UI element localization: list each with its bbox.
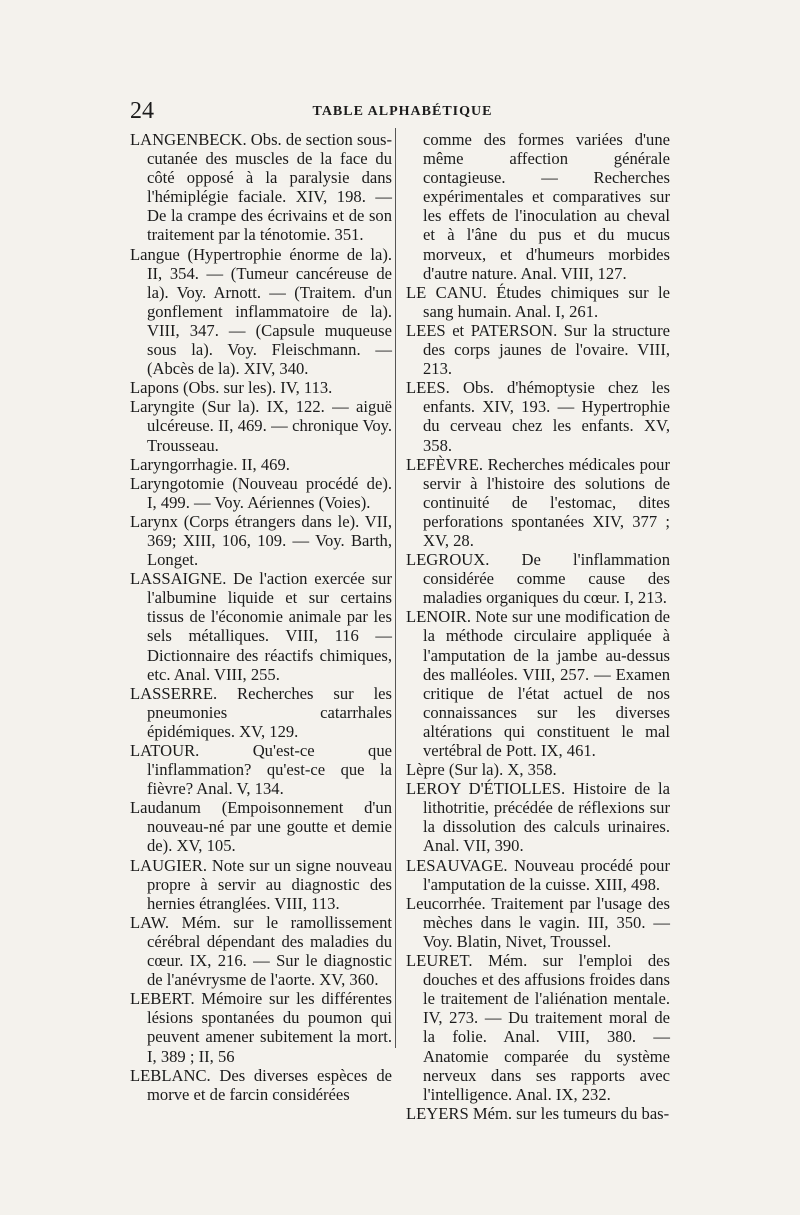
index-entry: Laudanum (Empoisonnement d'un nouveau-né par une goutte et demie de). XV, 105. (130, 798, 392, 856)
index-entry: Laryngotomie (Nouveau procédé de). I, 499. — Voy. Aériennes (Voies). (130, 473, 392, 512)
index-entry: Leucorrhée. Traitement par l'usage des mèches dans le vagin. III, 350. — Voy. Blatin, Nivet, Troussel. (406, 893, 670, 951)
index-entry: LEBERT. Mémoire sur les différentes lésions spontanées du poumon qui peuvent amener subitement la mort. I, 389 ; II, 56 (130, 989, 392, 1066)
index-entry: LEURET. Mém. sur l'emploi des douches et des affusions froides dans le traitement de l'aliénation mentale. IV, 273. — Du traitement moral de la folie. Anal. VIII, 380. — Anatomie comparée du système nerveux dans ses rapports avec l'intelligence. Anal. IX, 232. (406, 951, 670, 1104)
index-entry: LASSERRE. Recherches sur les pneumonies catarrhales épidémiques. XV, 129. (130, 683, 392, 741)
running-title: TABLE ALPHABÉTIQUE (312, 104, 493, 119)
index-entry: LANGENBECK. Obs. de section sous-cutanée des muscles de la face du côté opposé à la paralysie dans l'hémiplégie faciale. XIV, 198. — De la crampe des écrivains et de son traitement par la ténotomie. 351. (130, 130, 392, 245)
index-entry: LEBLANC. Des diverses espèces de morve et de farcin considérées (130, 1065, 392, 1104)
index-entry: LEROY D'ÉTIOLLES. Histoire de la lithotritie, précédée de réflexions sur la dissolution des calculs urinaires. Anal. VII, 390. (406, 779, 670, 856)
index-entry: LE CANU. Études chimiques sur le sang humain. Anal. I, 261. (406, 282, 670, 321)
index-entry-continued: comme des formes variées d'une même affection générale contagieuse. — Recherches expérimentales et comparatives sur les effets de l'inoculation au cheval et à l'âne du pus et du mucus morveux, et d'humeurs morbides d'autre nature. Anal. VIII, 127. (423, 130, 670, 283)
index-entry: Larynx (Corps étrangers dans le). VII, 369; XIII, 106, 109. — Voy. Barth, Longet. (130, 511, 392, 570)
index-entry: Laryngorrhagie. II, 469. (130, 454, 290, 474)
index-entry: LESAUVAGE. Nouveau procédé pour l'amputation de la cuisse. XIII, 498. (406, 855, 670, 894)
left-column (130, 130, 392, 1104)
page-header (130, 98, 675, 128)
right-column (406, 130, 670, 1123)
column-divider (395, 128, 396, 1048)
index-entry: LEYERS Mém. sur les tumeurs du bas- (406, 1103, 670, 1123)
index-entry: LAW. Mém. sur le ramollissement cérébral dépendant des maladies du cœur. IX, 216. — Sur le diagnostic de l'anévrysme de l'aorte. XV, 360. (130, 912, 392, 990)
index-entry: LATOUR. Qu'est-ce que l'inflammation? qu'est-ce que la fièvre? Anal. V, 134. (130, 741, 392, 799)
index-entry: LAUGIER. Note sur un signe nouveau propre à servir au diagnostic des hernies étranglées. VIII, 113. (130, 855, 392, 913)
index-entry: Langue (Hypertrophie énorme de la). II, 354. — (Tumeur cancéreuse de la). Voy. Arnott. — (Traitem. d'un gonflement inflammatoire de la). VIII, 347. — (Capsule muqueuse sous la). Voy. Fleischmann. — (Abcès de la). XIV, 340. (130, 244, 392, 379)
index-entry: LEES. Obs. d'hémoptysie chez les enfants. XIV, 193. — Hypertrophie du cerveau chez les enfants. XV, 358. (406, 378, 670, 455)
index-entry: LEES et PATERSON. Sur la structure des corps jaunes de l'ovaire. VIII, 213. (406, 320, 670, 379)
index-entry: Laryngite (Sur la). IX, 122. — aiguë ulcéreuse. II, 469. — chronique Voy. Trousseau. (130, 397, 392, 455)
index-entry: Lapons (Obs. sur les). IV, 113. (130, 378, 333, 398)
index-entry: LEGROUX. De l'inflammation considérée comme cause des maladies organiques du cœur. I, 213. (406, 550, 670, 608)
index-entry: LENOIR. Note sur une modification de la méthode circulaire appliquée à l'amputation de la jambe au-dessus des malléoles. VIII, 257. — Examen critique de l'état actuel de nos connaissances sur les diverses altérations qui constituent le mal vertébral de Pott. IX, 461. (406, 607, 670, 760)
page-number: 24 (130, 98, 154, 124)
index-entry: Lèpre (Sur la). X, 358. (406, 760, 557, 780)
index-entry: LEFÈVRE. Recherches médicales pour servir à l'histoire des solutions de continuité de l'estomac, dites perforations spontanées XIV, 377 ; XV, 28. (406, 454, 670, 550)
index-entry: LASSAIGNE. De l'action exercée sur l'albumine liquide et sur certains tissus de l'économie animale par les sels métalliques. VIII, 116 — Dictionnaire des réactifs chimiques, etc. Anal. VIII, 255. (130, 569, 392, 684)
